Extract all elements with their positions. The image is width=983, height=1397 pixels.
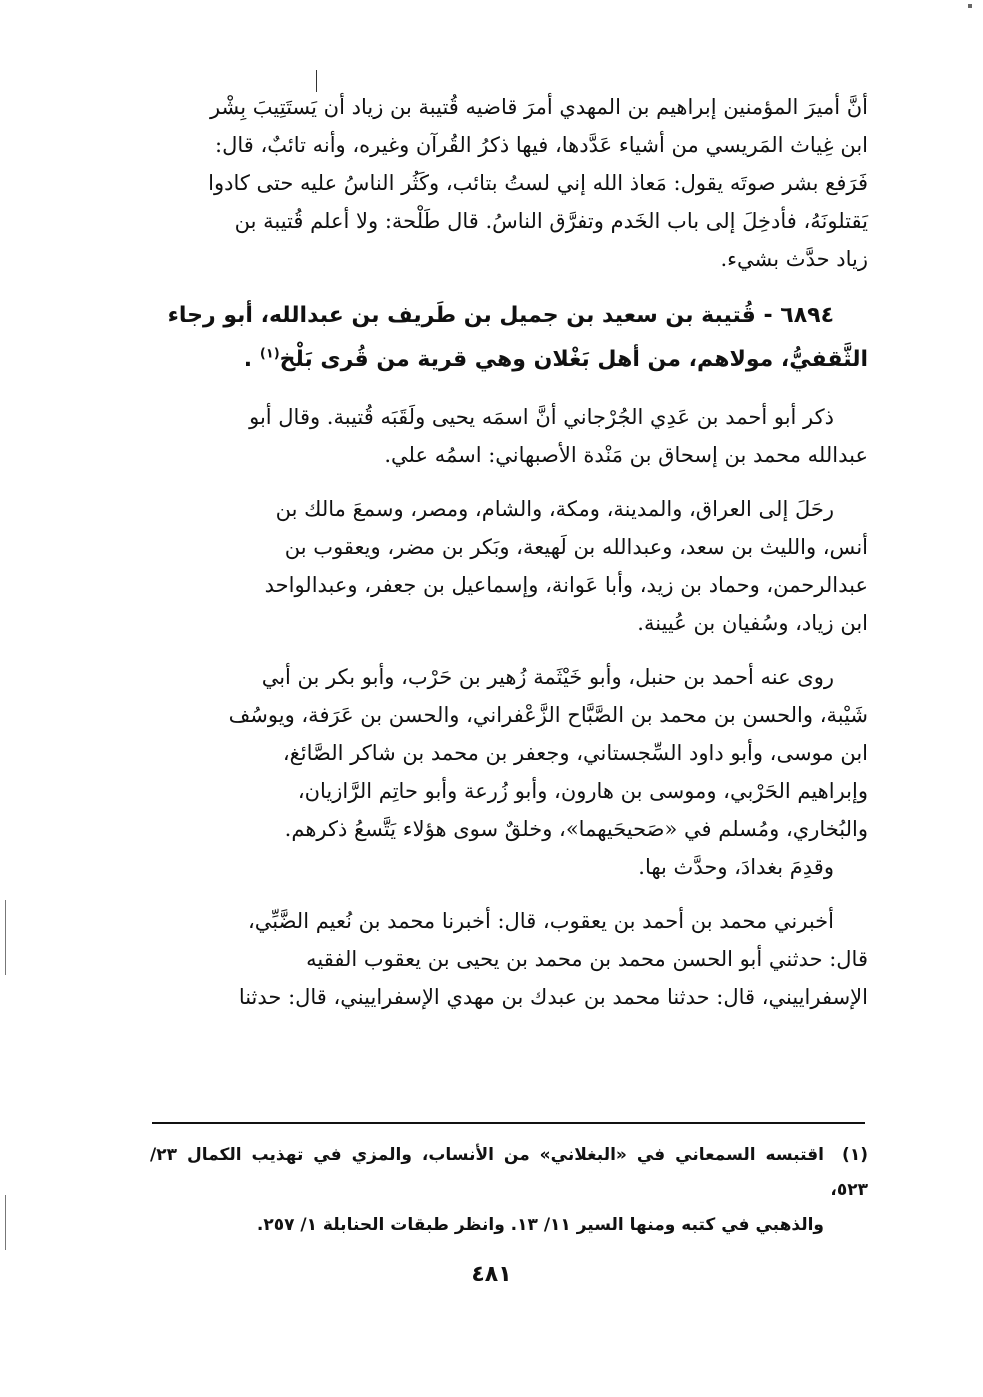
main-text [150,88,868,1016]
scan-speck [968,4,972,8]
text-line: أخبرني محمد بن أحمد بن يعقوب، قال: أخبرنا محمد بن نُعيم الضَّبِّي، [247,909,834,933]
text-line: والبُخاري، ومُسلم في «صَحيحَيهما»، وخلقٌ سوى هؤلاء يَتَّسعُ ذكرهم. [284,817,868,841]
biography-heading [150,294,868,338]
footnote [150,1138,868,1243]
text-line: أنس، والليث بن سعد، وعبدالله بن لَهيعة، وبَكر بن مضر، ويعقوب بن [284,535,868,559]
bio-heading-line-2: الثَّقفيُّ، مولاهم، من أهل بَغْلان وهي قرية من قُرى بَلْخ [279,347,868,372]
text-line: يَقتلونَهُ، فأدخِلَ إلى باب الخَدم وتفرَّق الناسُ. قال طَلْحة: ولا أعلم قُتيبة بن [234,209,868,233]
text-line: أنَّ أميرَ المؤمنين إبراهيم بن المهدي أمرَ قاضيه قُتيبة بن زياد أن يَستَتِيبَ بِشْر [209,95,868,119]
text-line: ابن موسى، وأبو داود السِّجستاني، وجعفر بن محمد بن شاكر الصَّائغ، [282,741,868,765]
text-line: روى عنه أحمد بن حنبل، وأبو خَيْثَمة زُهير بن حَرْب، وأبو بكر بن أبي [261,665,834,689]
text-line: رحَلَ إلى العراق، والمدينة، ومكة، والشام، ومصر، وسمعَ مالك بن [275,497,834,521]
biography-heading-cont [150,338,868,382]
page-number: ٤٨١ [471,1262,512,1287]
scan-edge-mark [5,1195,6,1250]
footnote-line [150,1138,868,1208]
text-line: ابن زياد، وسُفيان بن عُيينة. [637,611,868,635]
text-line: وقدِمَ بغدادَ، وحدَّث بها. [638,855,834,879]
text-line: عبدالرحمن، وحماد بن زيد، وأبا عَوانة، وإسماعيل بن جعفر، وعبدالواحد [264,573,868,597]
text-line: قال: حدثني أبو الحسن محمد بن محمد بن يحيى بن يعقوب الفقيه [306,947,868,971]
footnote-number: (١) [842,1145,868,1165]
footnote-line: والذهبي في كتبه ومنها السير ١١/ ١٣. وانظر طبقات الحنابلة ١/ ٢٥٧. [256,1215,824,1235]
text-line: شَيْبة، والحسن بن محمد بن الصَّبَّاح الزَّعْفراني، والحسن بن عَرَفة، ويوسُف [228,703,868,727]
scan-edge-mark [5,900,6,975]
bio-heading-end: . [243,347,260,372]
text-line: زياد حدَّث بشيء. [720,247,868,271]
text-line: ابن غِياث المَريسي من أشياء عَدَّدها، فيها ذكرُ القُرآن وغيره، وأنه تائبٌ، قال: [215,133,868,157]
text-line: وإبراهيم الحَرْبي، وموسى بن هارون، وأبو زُرعة وأبو حاتِم الرَّازيان، [297,779,868,803]
text-line: فَرَفع بشر صوتَه يقول: مَعاذ الله إني لستُ بتائب، وكَثُر الناسُ عليه حتى كادوا [208,171,868,195]
bio-heading-line-1: ٦٨٩٤ - قُتيبة بن سعيد بن جميل بن طَريف بن عبدالله، أبو رجاء [167,303,834,328]
footnote-divider [152,1122,865,1124]
text-line: الإسفراييني، قال: حدثنا محمد بن عبدك بن مهدي الإسفراييني، قال: حدثنا [238,985,868,1009]
footnote-text: اقتبسه السمعاني في «البغلاني» من الأنساب، والمزي في تهذيب الكمال ٢٣/ ٥٢٣، [150,1145,868,1200]
text-line: عبدالله محمد بن إسحاق بن مَنْدة الأصبهاني: اسمُه علي. [384,443,868,467]
text-line: ذكر أبو أحمد بن عَدِي الجُرْجاني أنَّ اسمَه يحيى ولَقَبَه قُتيبة. وقال أبو [249,405,834,429]
footnote-reference[interactable]: (١) [259,346,280,362]
